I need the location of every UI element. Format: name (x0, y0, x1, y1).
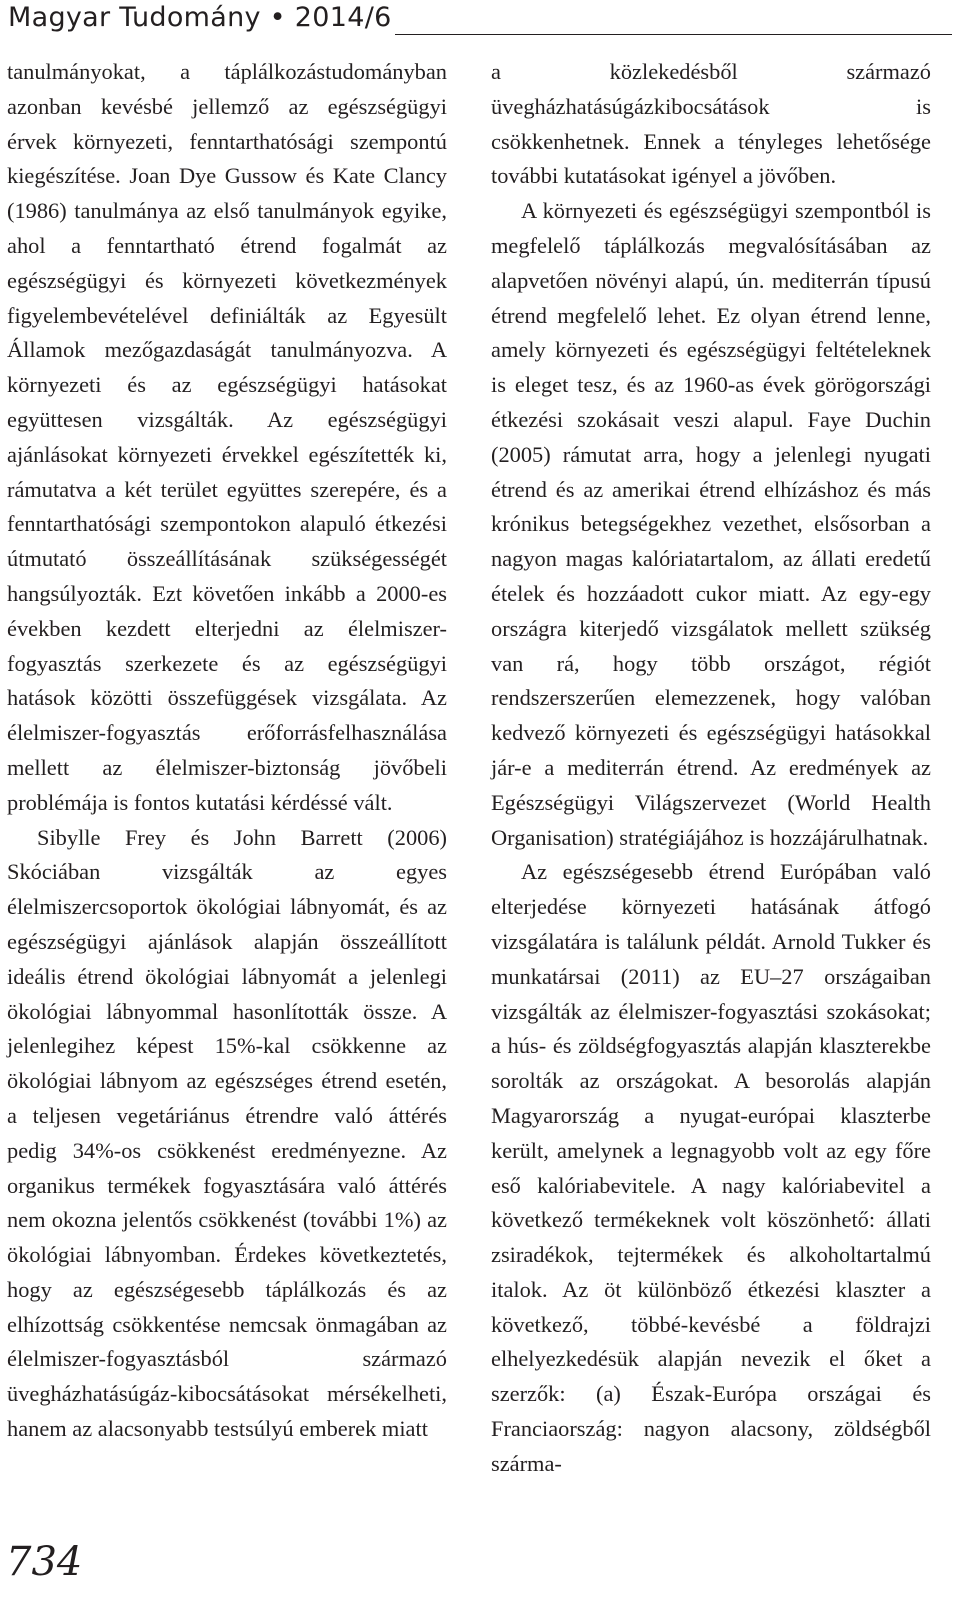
right-paragraph-3: Az egészségesebb étrend Európában való elterjedése környezeti hatásának átfogó vizsgálatára is találunk példát. Arnold Tukker és munkatársai (2011) az EU–27 országaiban vizsgálták az élelmiszer-fogyasztási szokásokat; a hús- és zöldségfogyasztás alapján klaszterekbe sorolták az országokat. A besorolás alapján Magyarország a nyugat-európai klaszterbe került, amelynek a legnagyobb volt az egy főre eső kalóriabevitele. A nagy kalóriabevitel a következő termékeknek volt köszönhető: állati zsiradékok, tejtermékek és alkoholtartalmú italok. Az öt különböző étkezési klaszter a következő, többé-kevésbé a földrajzi elhelyezkedésük alapján nevezik el őket a szerzők: (a) Észak-Európa országai és Franciaország: nagyon alacsony, zöldségből szárma- (491, 859, 931, 1476)
page-number: 734 (6, 1539, 83, 1585)
left-paragraph-2: Sibylle Frey és John Barrett (2006) Skóciában vizsgálták az egyes élelmiszercsoportok ökológiai lábnyomát, és az egészségügyi ajánlások alapján összeállított ideális étrend ökológiai lábnyomát a jelenlegi ökológiai lábnyommal hasonlították össze. A jelenlegihez képest 15%-kal csökkenne az ökológiai lábnyom az egészséges étrend esetén, a teljesen vegetáriánus étrendre való áttérés pedig 34%-os csökkenést eredményezne. Az organikus termékek fogyasztására való áttérés nem okozna jelentős csökkenést (további 1%) az ökológiai lábnyomban. Érdekes következtetés, hogy az egészségesebb táplálkozás és az elhízottság csökkentése nemcsak önmagában az élelmiszer-fogyasztásból származó üvegházhatásúgáz-kibocsátásokat mérsékelheti, hanem az alacsonyabb testsúlyú emberek miatt (7, 824, 447, 1442)
right-paragraph-2: A környezeti és egészségügyi szempontból is megfelelő táplálkozás megvalósításában az alapvetően növényi alapú, ún. mediterrán típusú étrend megfelelő lehet. Ez olyan étrend lenne, amely környezeti és egészségügyi feltételeknek is eleget tesz, és az 1960-as évek görögországi étkezési szokásait veszi alapul. Faye Duchin (2005) rámutat arra, hogy a jelenlegi nyugati étrend és az amerikai étrend elhízáshoz és más krónikus betegségekhez vezethet, elsősorban a nagyon magas kalóriatartalom, az állati eredetű ételek és hozzáadott cukor miatt. Az egy-egy országra kiterjedő vizsgálatok mellett szükség van rá, hogy több országot, régiót rendszerszerűen elemezzenek, hogy valóban kedvező környezeti és egészségügyi hatásokkal jár-e a mediterrán étrend. Az eredmények az Egészségügyi Világszervezet (World Health Organisation) stratégiájához is hozzájárulhatnak. (491, 198, 931, 850)
left-paragraph-1: tanulmányokat, a táplálkozástudományban azonban kevésbé jellemző az egészségügyi érvek környezeti, fenntarthatósági szempontú kiegészítése. Joan Dye Gussow és Kate Clancy (1986) tanulmánya az első tanulmányok egyike, ahol a fenntartható étrend fogalmát az egészségügyi és környezeti következmények figyelembevételével definiálták az Egyesült Államok mezőgazdaságát tanulmányozva. A környezeti és az egészségügyi hatásokat együttesen vizsgálták. Az egészségügyi ajánlásokat környezeti érvekkel egészítették ki, rámutatva a két terület együttes szerepére, és a fenntarthatósági szempontokon alapuló étkezési útmutató összeállításának szükségességét hangsúlyozták. Ezt követően inkább a 2000-es években kezdett elterjedni az élelmiszer-fogyasztás szerkezete és az egészségügyi hatások közötti összefüggések vizsgálata. Az élelmiszer-fogyasztás erőforrásfelhasználása mellett az élelmiszer-biztonság jövőbeli problémája is fontos kutatási kérdéssé vált. (7, 59, 447, 815)
journal-issue-title: Magyar Tudomány • 2014/6 (8, 2, 392, 33)
header-rule (395, 34, 952, 35)
running-header (0, 0, 960, 40)
right-column (491, 55, 931, 1482)
left-column (7, 55, 447, 1447)
right-paragraph-1: a közlekedésből származó üvegházhatásúgázkibocsátások is csökkenhetnek. Ennek a tényleges lehetősége további kutatásokat igényel a jövőben. (491, 59, 931, 189)
